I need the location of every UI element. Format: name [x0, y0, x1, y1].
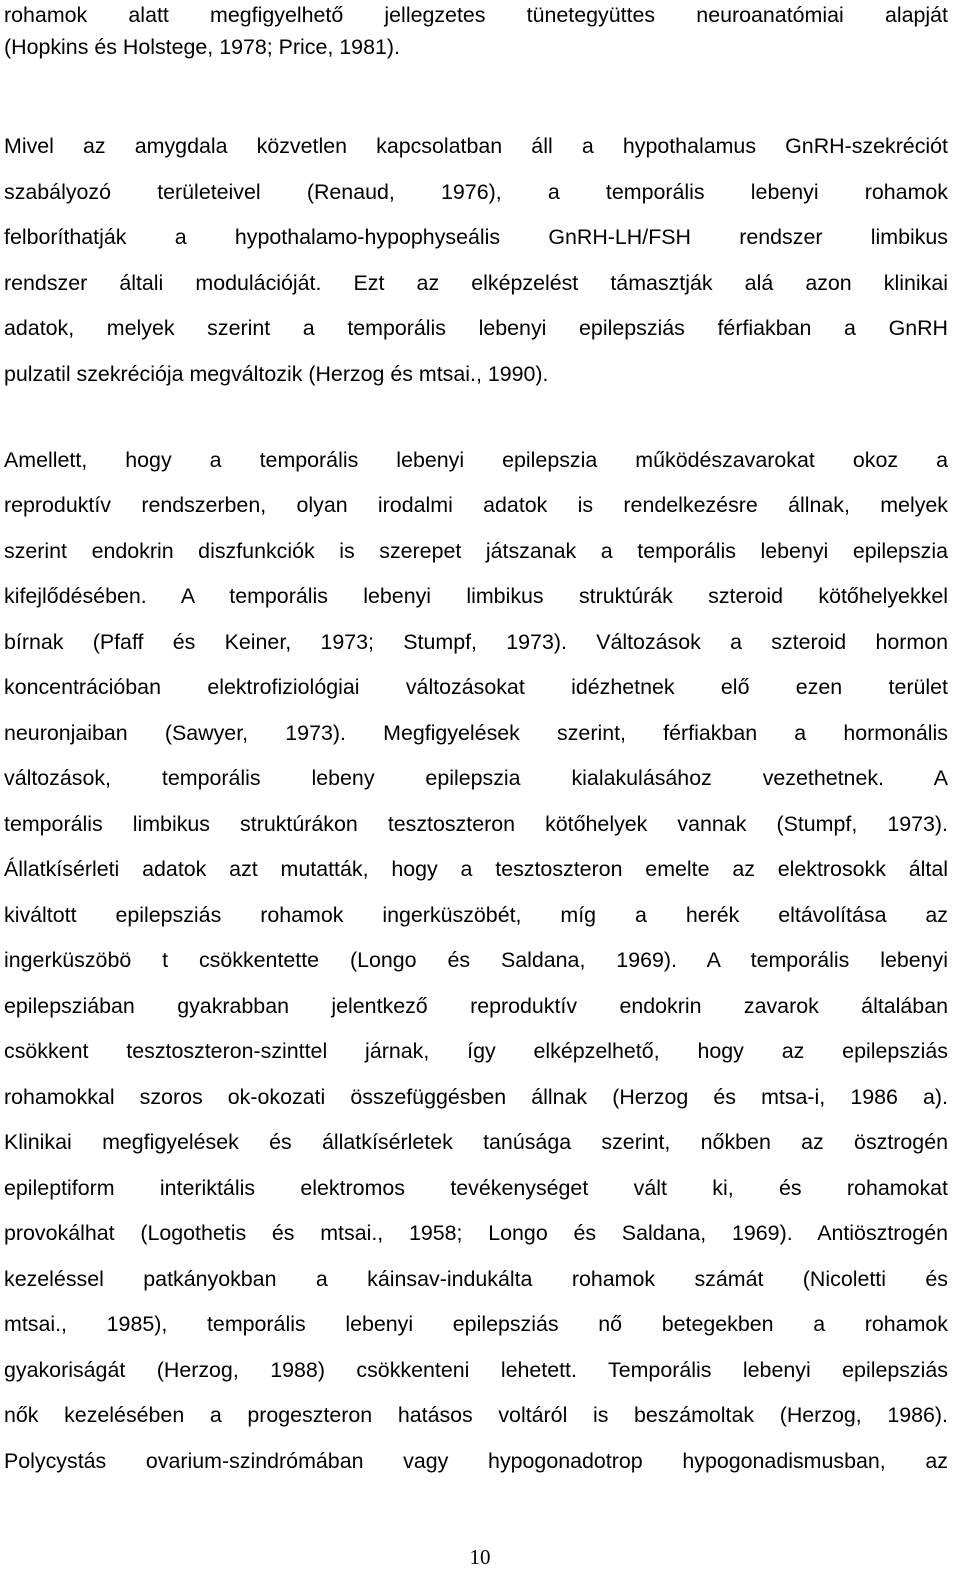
text-line: kifejlődésében. A temporális lebenyi limbikus struktúrák szteroid kötőhelyekkel — [4, 584, 948, 608]
text-line: (Hopkins és Holstege, 1978; Price, 1981). — [4, 35, 400, 59]
text-line: kezeléssel patkányokban a káinsav-indukálta rohamok számát (Nicoletti és — [4, 1267, 948, 1291]
text-line: reproduktív rendszerben, olyan irodalmi adatok is rendelkezésre állnak, melyek — [4, 493, 948, 517]
text-line: bírnak (Pfaff és Keiner, 1973; Stumpf, 1973). Változások a szteroid hormon — [4, 630, 948, 654]
text-line: koncentrációban elektrofiziológiai változásokat idézhetnek elő ezen terület — [4, 675, 948, 699]
page-number: 10 — [469, 1545, 491, 1569]
text-line: neuronjaiban (Sawyer, 1973). Megfigyelések szerint, férfiakban a hormonális — [4, 721, 948, 745]
text-line: Klinikai megfigyelések és állatkísérletek tanúsága szerint, nőkben az ösztrogén — [4, 1130, 948, 1154]
text-line: szerint endokrin diszfunkciók is szerepet játszanak a temporális lebenyi epilepszia — [4, 539, 948, 563]
text-line: szabályozó területeivel (Renaud, 1976), a temporális lebenyi rohamok — [4, 180, 948, 204]
text-line: változások, temporális lebeny epilepszia kialakulásához vezethetnek. A — [4, 766, 948, 790]
text-line: Amellett, hogy a temporális lebenyi epilepszia működészavarokat okoz a — [4, 448, 948, 472]
text-line: rohamok alatt megfigyelhető jellegzetes tünetegyüttes neuroanatómiai alapját — [4, 3, 948, 27]
text-line: provokálhat (Logothetis és mtsai., 1958; Longo és Saldana, 1969). Antiösztrogén — [4, 1221, 948, 1245]
text-line: rendszer általi modulációját. Ezt az elképzelést támasztják alá azon klinikai — [4, 271, 948, 295]
text-line: nők kezelésében a progeszteron hatásos voltáról is beszámoltak (Herzog, 1986). — [4, 1403, 948, 1427]
text-line: gyakoriságát (Herzog, 1988) csökkenteni lehetett. Temporális lebenyi epilepsziás — [4, 1358, 948, 1382]
text-line: temporális limbikus struktúrákon tesztoszteron kötőhelyek vannak (Stumpf, 1973). — [4, 812, 948, 836]
text-line: rohamokkal szoros ok-okozati összefüggésben állnak (Herzog és mtsa-i, 1986 a). — [4, 1085, 948, 1109]
text-line: Polycystás ovarium-szindrómában vagy hypogonadotrop hypogonadismusban, az — [4, 1449, 948, 1473]
text-line: Mivel az amygdala közvetlen kapcsolatban áll a hypothalamus GnRH-szekréciót — [4, 134, 948, 158]
text-line: epileptiform interiktális elektromos tevékenységet vált ki, és rohamokat — [4, 1176, 948, 1200]
text-line: ingerküszöbö t csökkentette (Longo és Saldana, 1969). A temporális lebenyi — [4, 948, 948, 972]
text-line: epilepsziában gyakrabban jelentkező reproduktív endokrin zavarok általában — [4, 994, 948, 1018]
text-line: adatok, melyek szerint a temporális lebenyi epilepsziás férfiakban a GnRH — [4, 316, 948, 340]
text-line: kiváltott epilepsziás rohamok ingerküszöbét, míg a herék eltávolítása az — [4, 903, 948, 927]
text-line: csökkent tesztoszteron-szinttel járnak, így elképzelhető, hogy az epilepsziás — [4, 1039, 948, 1063]
text-line: pulzatil szekréciója megváltozik (Herzog és mtsai., 1990). — [4, 362, 549, 386]
text-line: felboríthatják a hypothalamo-hypophyseális GnRH-LH/FSH rendszer limbikus — [4, 225, 948, 249]
text-line: mtsai., 1985), temporális lebenyi epilepsziás nő betegekben a rohamok — [4, 1312, 948, 1336]
text-line: Állatkísérleti adatok azt mutatták, hogy a tesztoszteron emelte az elektrosokk által — [4, 857, 948, 881]
